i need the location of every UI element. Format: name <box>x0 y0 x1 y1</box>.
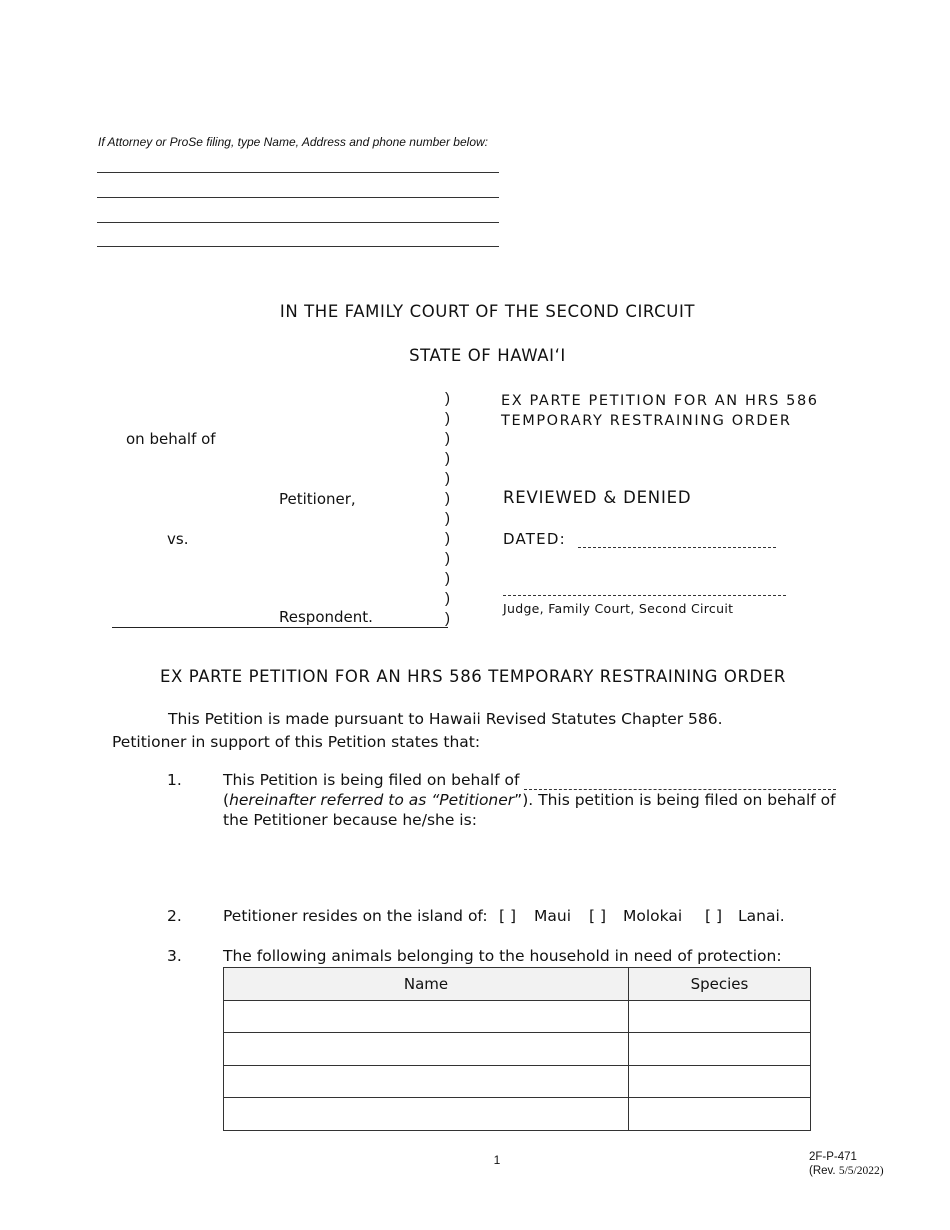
caption-paren: ) <box>445 570 450 587</box>
animal-name-cell[interactable] <box>224 1065 629 1098</box>
revision-date: (Rev. 5/5/2022) <box>809 1165 884 1177</box>
page-number: 1 <box>493 1153 501 1167</box>
checkbox-maui[interactable]: [ ] <box>499 907 517 925</box>
header-species: Species <box>629 968 811 1001</box>
table-row <box>224 1033 811 1066</box>
reviewed-denied-label: REVIEWED & DENIED <box>503 488 692 507</box>
animal-name-cell[interactable] <box>224 1000 629 1033</box>
item1-line2: (hereinafter referred to as “Petitioner”). This petition is being filed on behalf of <box>223 791 836 809</box>
item-number: 3. <box>167 947 182 965</box>
caption-doc-title: EX PARTE PETITION FOR AN HRS 586 <box>501 393 819 409</box>
petitioner-label: Petitioner, <box>279 490 356 508</box>
caption-paren: ) <box>445 450 450 467</box>
table-row <box>224 1098 811 1131</box>
item1-line3: the Petitioner because he/she is: <box>223 811 477 829</box>
dated-label: DATED: <box>503 530 566 548</box>
court-state: STATE OF HAWAIʻI <box>409 346 566 365</box>
form-number: 2F-P-471 <box>809 1151 857 1163</box>
option-molokai: Molokai <box>623 907 683 925</box>
on-behalf-of-label: on behalf of <box>126 430 216 448</box>
judge-signature-line[interactable] <box>503 595 786 596</box>
animal-species-cell[interactable] <box>629 1098 811 1131</box>
animal-species-cell[interactable] <box>629 1033 811 1066</box>
item1-line1: This Petition is being filed on behalf of <box>223 771 520 789</box>
caption-paren: ) <box>445 410 450 427</box>
option-maui: Maui <box>534 907 572 925</box>
animals-label: The following animals belonging to the household in need of protection: <box>223 947 782 965</box>
attorney-info-line[interactable] <box>97 222 499 223</box>
petition-heading: EX PARTE PETITION FOR AN HRS 586 TEMPORARY RESTRAINING ORDER <box>160 667 786 686</box>
attorney-info-line[interactable] <box>97 246 499 247</box>
animal-species-cell[interactable] <box>629 1065 811 1098</box>
table-header-row <box>224 968 811 1001</box>
caption-doc-title-2: TEMPORARY RESTRAINING ORDER <box>501 413 792 429</box>
animal-species-cell[interactable] <box>629 1000 811 1033</box>
caption-paren: ) <box>445 430 450 447</box>
caption-paren: ) <box>445 610 450 627</box>
court-title: IN THE FAMILY COURT OF THE SECOND CIRCUIT <box>279 302 696 321</box>
caption-paren: ) <box>445 490 450 507</box>
table-row <box>224 1000 811 1033</box>
intro-line: This Petition is made pursuant to Hawaii Revised Statutes Chapter 586. <box>168 710 723 728</box>
option-lanai: Lanai. <box>738 907 785 925</box>
item-number: 1. <box>167 771 182 789</box>
caption-paren: ) <box>445 470 450 487</box>
vs-label: vs. <box>167 530 189 548</box>
respondent-underline <box>112 627 448 628</box>
table-row <box>224 1065 811 1098</box>
caption-paren: ) <box>445 550 450 567</box>
header-name: Name <box>224 968 629 1001</box>
attorney-filing-note: If Attorney or ProSe filing, type Name, Address and phone number below: <box>98 135 488 149</box>
checkbox-lanai[interactable]: [ ] <box>705 907 723 925</box>
attorney-info-line[interactable] <box>97 197 499 198</box>
respondent-label: Respondent. <box>279 608 373 626</box>
form-id <box>809 1150 884 1178</box>
caption-paren: ) <box>445 390 450 407</box>
caption-paren: ) <box>445 530 450 547</box>
petitioner-name-field[interactable] <box>524 789 836 790</box>
dated-field[interactable] <box>578 547 776 548</box>
checkbox-molokai[interactable]: [ ] <box>589 907 607 925</box>
animal-name-cell[interactable] <box>224 1033 629 1066</box>
attorney-info-line[interactable] <box>97 172 499 173</box>
intro-line-2: Petitioner in support of this Petition states that: <box>112 733 481 751</box>
item-number: 2. <box>167 907 182 925</box>
judge-label: Judge, Family Court, Second Circuit <box>503 601 734 616</box>
animal-name-cell[interactable] <box>224 1098 629 1131</box>
animals-table <box>223 967 811 1131</box>
caption-paren: ) <box>445 510 450 527</box>
island-label: Petitioner resides on the island of: <box>223 907 488 925</box>
caption-paren: ) <box>445 590 450 607</box>
